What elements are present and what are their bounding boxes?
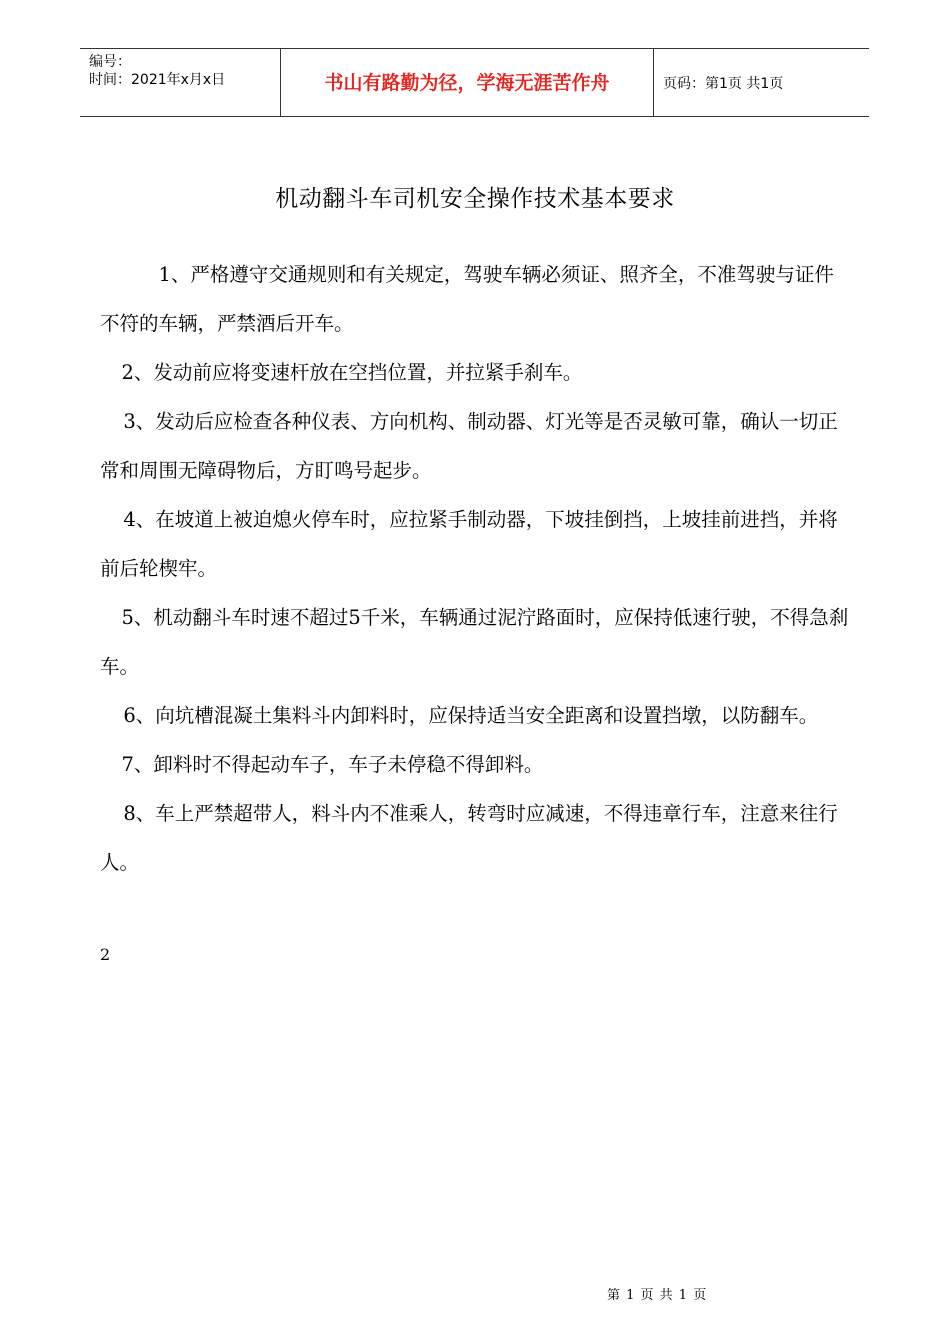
page-header xyxy=(80,48,869,117)
trailing-number: 2 xyxy=(100,945,111,964)
time-label: 时间：2021年x月x日 xyxy=(89,72,226,88)
paragraph-8: 8、车上严禁超带人，料斗内不准乘人，转弯时应减速，不得违章行车，注意来往行人。 xyxy=(100,802,838,874)
paragraph-6: 6、向坑槽混凝土集料斗内卸料时，应保持适当安全距离和设置挡墩，以防翻车。 xyxy=(123,704,819,727)
page-footer: 第 1 页 共 1 页 xyxy=(607,1288,708,1303)
paragraph-7: 7、卸料时不得起动车子，车子未停稳不得卸料。 xyxy=(121,753,544,776)
header-page-label: 页码：第1页 共1页 xyxy=(663,75,784,92)
paragraph-1: 1、严格遵守交通规则和有关规定，驾驶车辆必须证、照齐全，不准驾驶与证件不符的车辆，严禁酒后开车。 xyxy=(100,263,834,335)
paragraph-3: 3、发动后应检查各种仪表、方向机构、制动器、灯光等是否灵敏可靠，确认一切正常和周围无障碍物后，方盯鸣号起步。 xyxy=(100,410,838,482)
paragraph-5: 5、机动翻斗车时速不超过5千米，车辆通过泥泞路面时，应保持低速行驶，不得急刹车。 xyxy=(100,606,849,678)
paragraph-4: 4、在坡道上被迫熄火停车时，应拉紧手制动器，下坡挂倒挡，上坡挂前进挡，并将前后轮楔牢。 xyxy=(100,508,838,580)
number-label: 编号： xyxy=(89,54,131,70)
document-body xyxy=(100,250,852,887)
header-meta xyxy=(80,49,280,116)
paragraph-2: 2、发动前应将变速杆放在空挡位置，并拉紧手刹车。 xyxy=(121,361,583,384)
header-motto: 书山有路勤为径，学海无涯苦作舟 xyxy=(280,49,654,116)
document-title: 机动翻斗车司机安全操作技术基本要求 xyxy=(275,186,675,212)
